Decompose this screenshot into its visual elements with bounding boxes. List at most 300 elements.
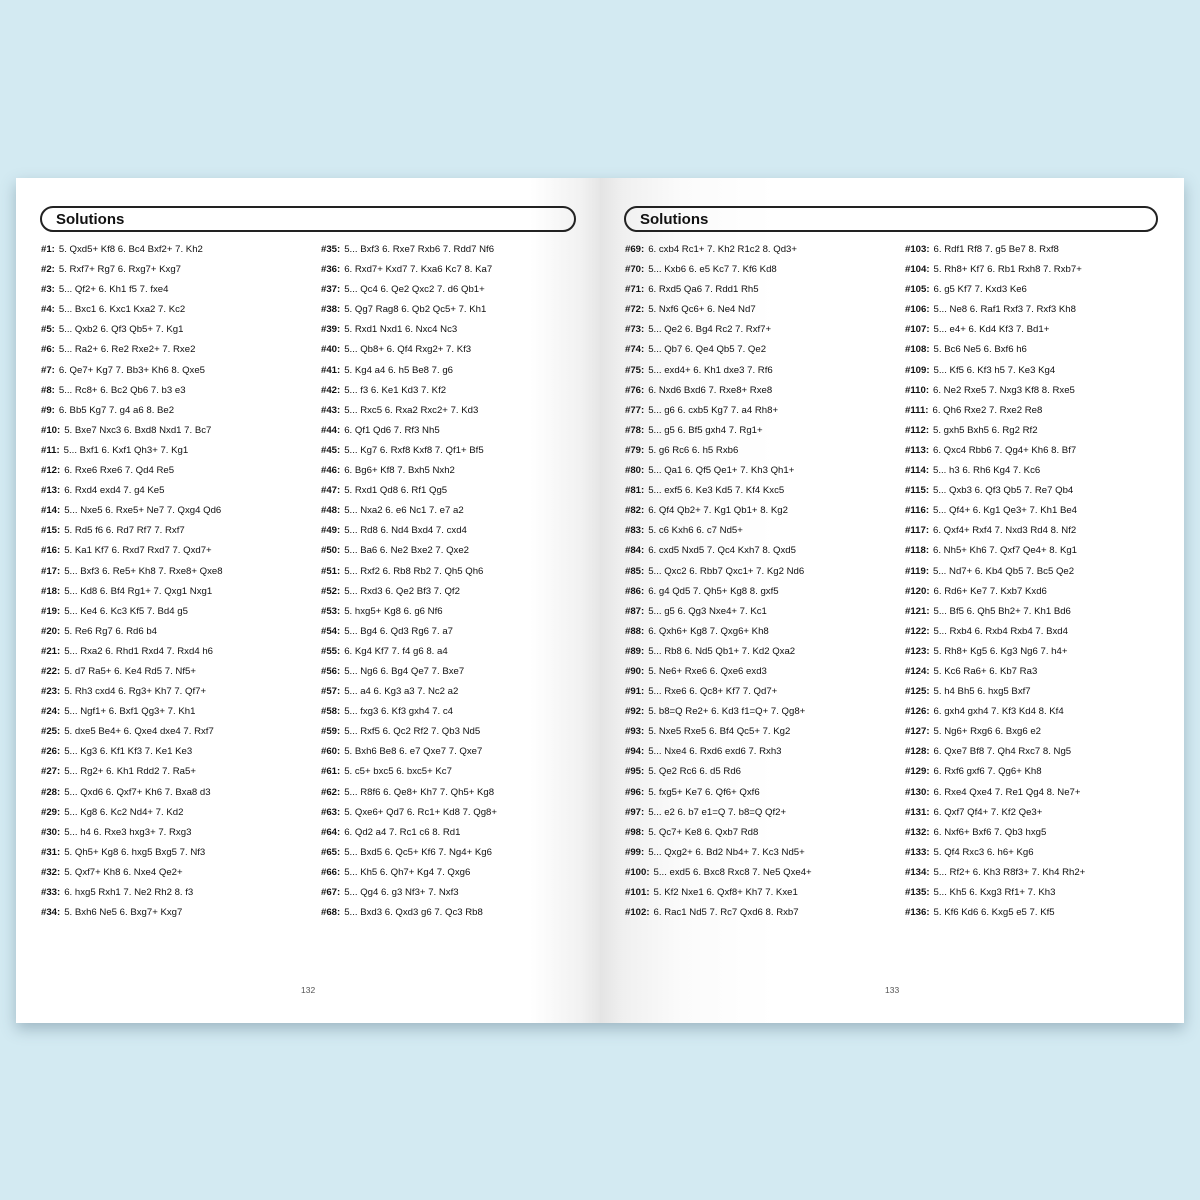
solution-moves: 5. Kg4 a4 6. h5 Be8 7. g6 [344, 364, 454, 376]
solution-row [41, 843, 223, 863]
solution-number: #32: [41, 866, 61, 878]
solution-number: #35: [321, 244, 341, 255]
solution-row [41, 582, 223, 602]
solution-number: #85: [625, 565, 645, 577]
solution-row [905, 521, 1085, 541]
solution-row [41, 722, 223, 742]
solution-number: #82: [625, 505, 645, 517]
solution-moves: 6. Rac1 Nd5 7. Rc7 Qxd6 8. Rxb7 [653, 907, 799, 919]
solution-moves: 5... Qb7 6. Qe4 Qb5 7. Qe2 [648, 344, 767, 356]
solution-moves: 6. Rxd7+ Kxd7 7. Kxa6 Kc7 8. Ka7 [344, 264, 493, 276]
solution-number: #18: [41, 585, 61, 597]
solution-moves: 5. hxg5+ Kg8 6. g6 Nf6 [344, 605, 443, 617]
solution-row [905, 682, 1085, 702]
solution-row [625, 843, 812, 863]
solution-moves: 5... exf5 6. Ke3 Kd5 7. Kf4 Kxc5 [648, 485, 785, 497]
solution-number: #75: [625, 364, 645, 376]
solution-moves: 5... Rxc5 6. Rxa2 Rxc2+ 7. Kd3 [344, 404, 479, 416]
solution-number: #99: [625, 846, 645, 858]
solution-moves: 6. Qxf7 Qf4+ 7. Kf2 Qe3+ [933, 806, 1043, 818]
solution-number: #93: [625, 726, 645, 738]
solution-row [905, 562, 1085, 582]
solution-moves: 5. c6 Kxh6 6. c7 Nd5+ [648, 525, 743, 537]
solution-number: #23: [41, 686, 61, 698]
solution-moves: 5... Rd8 6. Nd4 Bxd4 7. cxd4 [344, 525, 467, 537]
solution-number: #133: [905, 846, 930, 858]
solution-moves: 5. Bxh6 Be8 6. e7 Qxe7 7. Qxe7 [344, 746, 483, 758]
solution-number: #89: [625, 645, 645, 657]
solution-row [41, 300, 223, 320]
solution-row [905, 340, 1085, 360]
solution-number: #60: [321, 746, 341, 758]
solution-number: #135: [905, 887, 930, 898]
solution-moves: 6. Rxd4 exd4 7. g4 Ke5 [64, 485, 165, 497]
solution-row [625, 320, 812, 340]
solution-row [625, 702, 812, 722]
solution-number: #42: [321, 384, 341, 396]
solution-moves: 5... a4 6. Kg3 a3 7. Nc2 a2 [344, 686, 459, 698]
solution-moves: 5. b8=Q Re2+ 6. Kd3 f1=Q+ 7. Qg8+ [648, 706, 806, 718]
solutions-column-4 [905, 240, 1085, 923]
solution-number: #65: [321, 846, 341, 858]
solution-row [905, 421, 1085, 441]
solution-moves: 6. Ne2 Rxe5 7. Nxg3 Kf8 8. Rxe5 [933, 384, 1075, 396]
solution-moves: 5... Kxb6 6. e5 Kc7 7. Kf6 Kd8 [648, 264, 777, 276]
solution-row [625, 461, 812, 481]
solution-number: #129: [905, 766, 930, 778]
solution-row [625, 521, 812, 541]
solution-number: #128: [905, 746, 930, 758]
solution-row [41, 742, 223, 762]
section-header [624, 206, 1158, 232]
solution-moves: 5. Nxe5 Rxe5 6. Bf4 Qc5+ 7. Kg2 [648, 726, 791, 738]
solution-number: #96: [625, 786, 645, 798]
solution-moves: 5. c5+ bxc5 6. bxc5+ Kc7 [344, 766, 452, 778]
solution-number: #104: [905, 264, 930, 276]
solution-number: #73: [625, 324, 645, 336]
solution-number: #1: [41, 244, 55, 255]
solution-moves: 5... Rxa2 6. Rhd1 Rxd4 7. Rxd4 h6 [64, 645, 213, 657]
solution-moves: 5... Rg2+ 6. Kh1 Rdd2 7. Ra5+ [64, 766, 196, 778]
solution-moves: 5... Ng6 6. Bg4 Qe7 7. Bxe7 [344, 665, 465, 677]
solution-row [625, 662, 812, 682]
solution-row [625, 682, 812, 702]
solution-number: #118: [905, 545, 930, 557]
solution-row [625, 803, 812, 823]
solution-number: #9: [41, 404, 55, 416]
solution-number: #20: [41, 625, 61, 637]
solution-moves: 5... f3 6. Ke1 Kd3 7. Kf2 [344, 384, 447, 396]
solution-number: #70: [625, 264, 645, 276]
solution-number: #26: [41, 746, 61, 758]
solution-moves: 6. Rxd5 Qa6 7. Rdd1 Rh5 [648, 284, 759, 296]
solution-moves: 5. Rxf7+ Rg7 6. Rxg7+ Kxg7 [58, 264, 181, 276]
solution-moves: 5... Bxf3 6. Re5+ Kh8 7. Rxe8+ Qxe8 [64, 565, 223, 577]
solution-row [41, 280, 223, 300]
solution-number: #132: [905, 826, 930, 838]
solution-row [625, 642, 812, 662]
solution-row [41, 381, 223, 401]
solution-moves: 5... Ba6 6. Ne2 Bxe2 7. Qxe2 [344, 545, 469, 557]
solution-number: #97: [625, 806, 645, 818]
solution-row [41, 401, 223, 421]
solution-row [905, 260, 1085, 280]
solution-moves: 5. Rxd1 Nxd1 6. Nxc4 Nc3 [344, 324, 458, 336]
solution-moves: 5... Qe2 6. Bg4 Rc2 7. Rxf7+ [648, 324, 772, 336]
solution-moves: 6. Qxf4+ Rxf4 7. Nxd3 Rd4 8. Nf2 [933, 525, 1077, 537]
solution-row [321, 803, 497, 823]
solution-moves: 5... R8f6 6. Qe8+ Kh7 7. Qh5+ Kg8 [344, 786, 495, 798]
solution-number: #119: [905, 565, 930, 577]
solution-row [41, 602, 223, 622]
solution-row [905, 461, 1085, 481]
solution-row [625, 501, 812, 521]
solution-moves: 5. Qxd5+ Kf8 6. Bc4 Bxf2+ 7. Kh2 [58, 244, 203, 255]
book-spread [16, 178, 1184, 1023]
solution-number: #125: [905, 686, 930, 698]
solution-moves: 6. Rxe4 Qxe4 7. Re1 Qg4 8. Ne7+ [933, 786, 1081, 798]
solution-number: #19: [41, 605, 61, 617]
solution-row [321, 340, 497, 360]
solution-number: #13: [41, 485, 61, 497]
solution-row [625, 863, 812, 883]
solution-row [905, 361, 1085, 381]
solution-row [905, 903, 1085, 923]
solution-number: #76: [625, 384, 645, 396]
solution-row [41, 642, 223, 662]
solution-row [625, 340, 812, 360]
solution-row [905, 441, 1085, 461]
solution-row [41, 823, 223, 843]
solution-moves: 5... Qg4 6. g3 Nf3+ 7. Nxf3 [344, 887, 459, 898]
solution-row [905, 642, 1085, 662]
solution-number: #103: [905, 244, 930, 255]
solution-number: #106: [905, 304, 930, 316]
solution-row [41, 361, 223, 381]
solution-number: #74: [625, 344, 645, 356]
solution-moves: 6. Qf1 Qd6 7. Rf3 Nh5 [344, 424, 440, 436]
solution-number: #3: [41, 284, 55, 296]
solution-moves: 6. g4 Qd5 7. Qh5+ Kg8 8. gxf5 [648, 585, 779, 597]
solution-row [905, 541, 1085, 561]
solution-row [321, 843, 497, 863]
solution-row [625, 783, 812, 803]
solution-row [321, 461, 497, 481]
solution-row [905, 722, 1085, 742]
solution-number: #37: [321, 284, 341, 296]
solution-row [905, 320, 1085, 340]
solution-moves: 6. g5 Kf7 7. Kxd3 Ke6 [933, 284, 1027, 296]
solution-row [321, 361, 497, 381]
solution-number: #86: [625, 585, 645, 597]
solution-row [625, 883, 812, 903]
solution-moves: 5... Kg7 6. Rxf8 Kxf8 7. Qf1+ Bf5 [344, 444, 484, 456]
solution-row [905, 622, 1085, 642]
solution-number: #4: [41, 304, 55, 316]
solution-number: #21: [41, 645, 61, 657]
solution-row [625, 903, 812, 923]
solution-row [41, 783, 223, 803]
solution-row [41, 541, 223, 561]
solution-row [321, 823, 497, 843]
solution-moves: 5... exd5 6. Bxc8 Rxc8 7. Ne5 Qxe4+ [653, 866, 812, 878]
solution-moves: 5... h3 6. Rh6 Kg4 7. Kc6 [933, 465, 1041, 477]
solution-row [321, 662, 497, 682]
solution-number: #130: [905, 786, 930, 798]
solution-moves: 5. Rxd1 Qd8 6. Rf1 Qg5 [344, 485, 448, 497]
solution-moves: 5... Ngf1+ 6. Bxf1 Qg3+ 7. Kh1 [64, 706, 196, 718]
solution-number: #69: [625, 244, 645, 255]
solution-moves: 6. Qh6 Rxe2 7. Rxe2 Re8 [932, 404, 1043, 416]
solution-row [41, 863, 223, 883]
solution-moves: 5. Qg7 Rag8 6. Qb2 Qc5+ 7. Kh1 [344, 304, 487, 316]
solution-moves: 6. Rdf1 Rf8 7. g5 Be7 8. Rxf8 [933, 244, 1059, 255]
solution-row [625, 401, 812, 421]
solution-row [625, 823, 812, 843]
solution-moves: 5. Rh8+ Kf7 6. Rb1 Rxh8 7. Rxb7+ [933, 264, 1082, 276]
solution-moves: 5... Qxb2 6. Qf3 Qb5+ 7. Kg1 [58, 324, 184, 336]
solution-number: #122: [905, 625, 930, 637]
solution-number: #81: [625, 485, 645, 497]
solution-row [905, 280, 1085, 300]
solution-moves: 5... Bxf1 6. Kxf1 Qh3+ 7. Kg1 [63, 444, 189, 456]
solution-number: #45: [321, 444, 341, 456]
solution-number: #123: [905, 645, 930, 657]
solution-row [321, 622, 497, 642]
solution-moves: 5... Nxe4 6. Rxd6 exd6 7. Rxh3 [648, 746, 782, 758]
solution-number: #40: [321, 344, 341, 356]
solution-moves: 5... g5 6. Bf5 gxh4 7. Rg1+ [648, 424, 763, 436]
solution-number: #136: [905, 907, 930, 919]
solution-number: #6: [41, 344, 55, 356]
solution-number: #10: [41, 424, 61, 436]
solution-row [321, 441, 497, 461]
solution-moves: 5... Nd7+ 6. Kb4 Qb5 7. Bc5 Qe2 [933, 565, 1075, 577]
section-title: Solutions [56, 211, 125, 228]
solution-moves: 6. Qxe7 Bf8 7. Qh4 Rxc7 8. Ng5 [933, 746, 1072, 758]
solution-moves: 5... Ke4 6. Kc3 Kf5 7. Bd4 g5 [64, 605, 188, 617]
solution-number: #59: [321, 726, 341, 738]
solution-number: #83: [625, 525, 645, 537]
solution-moves: 6. hxg5 Rxh1 7. Ne2 Rh2 8. f3 [64, 887, 194, 898]
solution-number: #27: [41, 766, 61, 778]
solution-number: #121: [905, 605, 930, 617]
solution-row [41, 441, 223, 461]
solution-moves: 5... h4 6. Rxe3 hxg3+ 7. Rxg3 [64, 826, 192, 838]
solution-number: #115: [905, 485, 930, 497]
solution-number: #5: [41, 324, 55, 336]
solution-number: #44: [321, 424, 341, 436]
solution-row [321, 300, 497, 320]
solution-number: #124: [905, 665, 930, 677]
solution-moves: 6. Nxd6 Bxd6 7. Rxe8+ Rxe8 [648, 384, 773, 396]
solution-row [41, 803, 223, 823]
solution-row [625, 602, 812, 622]
solution-number: #116: [905, 505, 930, 517]
solution-number: #95: [625, 766, 645, 778]
solution-moves: 5... Qxb3 6. Qf3 Qb5 7. Re7 Qb4 [933, 485, 1074, 497]
solution-moves: 5... Ra2+ 6. Re2 Rxe2+ 7. Rxe2 [58, 344, 196, 356]
solution-moves: 5... Qxd6 6. Qxf7+ Kh6 7. Bxa8 d3 [64, 786, 211, 798]
solution-moves: 5... g6 6. cxb5 Kg7 7. a4 Rh8+ [648, 404, 779, 416]
solution-number: #91: [625, 686, 645, 698]
solution-row [41, 883, 223, 903]
solution-row [321, 682, 497, 702]
right-page [600, 178, 1184, 1023]
solution-number: #36: [321, 264, 341, 276]
solution-moves: 5. d7 Ra5+ 6. Ke4 Rd5 7. Nf5+ [64, 665, 196, 677]
solution-row [905, 742, 1085, 762]
solution-number: #15: [41, 525, 61, 537]
solution-row [321, 762, 497, 782]
solution-moves: 5. Bxh6 Ne5 6. Bxg7+ Kxg7 [64, 907, 183, 919]
solution-number: #112: [905, 424, 930, 436]
solution-number: #39: [321, 324, 341, 336]
solution-moves: 5... Qf4+ 6. Kg1 Qe3+ 7. Kh1 Be4 [933, 505, 1078, 517]
solution-number: #109: [905, 364, 930, 376]
solution-moves: 5... Kg3 6. Kf1 Kf3 7. Ke1 Ke3 [64, 746, 193, 758]
solution-number: #90: [625, 665, 645, 677]
solution-moves: 5. dxe5 Be4+ 6. Qxe4 dxe4 7. Rxf7 [64, 726, 214, 738]
solution-moves: 5... Rc8+ 6. Bc2 Qb6 7. b3 e3 [58, 384, 186, 396]
solution-moves: 5... Nxe5 6. Rxe5+ Ne7 7. Qxg4 Qd6 [64, 505, 222, 517]
solution-number: #22: [41, 665, 61, 677]
solution-row [41, 320, 223, 340]
solution-number: #126: [905, 706, 930, 718]
solution-number: #94: [625, 746, 645, 758]
solution-row [41, 562, 223, 582]
solution-row [41, 240, 223, 260]
solution-moves: 5. Kf6 Kd6 6. Kxg5 e5 7. Kf5 [933, 907, 1055, 919]
solution-number: #107: [905, 324, 930, 336]
solution-row [905, 762, 1085, 782]
solution-number: #34: [41, 907, 61, 919]
solution-moves: 5... Bxd5 6. Qc5+ Kf6 7. Ng4+ Kg6 [344, 846, 492, 858]
solution-row [905, 803, 1085, 823]
solution-number: #78: [625, 424, 645, 436]
solution-row [321, 481, 497, 501]
left-page [16, 178, 600, 1023]
solution-row [321, 521, 497, 541]
solution-number: #80: [625, 465, 645, 477]
solution-moves: 5... Rxf2 6. Rb8 Rb2 7. Qh5 Qh6 [344, 565, 484, 577]
solution-number: #25: [41, 726, 61, 738]
solution-moves: 6. Nh5+ Kh6 7. Qxf7 Qe4+ 8. Kg1 [933, 545, 1078, 557]
solution-number: #28: [41, 786, 61, 798]
solution-number: #53: [321, 605, 341, 617]
solution-number: #117: [905, 525, 930, 537]
solution-number: #47: [321, 485, 341, 497]
solution-moves: 5. Qxf7+ Kh8 6. Nxe4 Qe2+ [64, 866, 183, 878]
solutions-column-3 [625, 240, 812, 923]
solution-moves: 5. Qh5+ Kg8 6. hxg5 Bxg5 7. Nf3 [64, 846, 206, 858]
solution-number: #101: [625, 887, 650, 898]
solution-row [41, 481, 223, 501]
solution-moves: 5... Rxe6 6. Qc8+ Kf7 7. Qd7+ [648, 686, 778, 698]
solution-moves: 6. Nxf6+ Bxf6 7. Qb3 hxg5 [933, 826, 1047, 838]
solution-row [625, 582, 812, 602]
solution-number: #29: [41, 806, 61, 818]
solution-row [905, 481, 1085, 501]
solution-moves: 5... Qf2+ 6. Kh1 f5 7. fxe4 [58, 284, 169, 296]
solution-row [41, 461, 223, 481]
solution-moves: 5. Rd5 f6 6. Rd7 Rf7 7. Rxf7 [64, 525, 185, 537]
solution-row [321, 722, 497, 742]
solution-number: #127: [905, 726, 930, 738]
solution-number: #49: [321, 525, 341, 537]
solution-moves: 5. Qe2 Rc6 6. d5 Rd6 [648, 766, 741, 778]
solution-row [905, 702, 1085, 722]
solution-moves: 6. cxb4 Rc1+ 7. Kh2 R1c2 8. Qd3+ [648, 244, 797, 255]
solution-row [41, 762, 223, 782]
solution-moves: 6. Qe7+ Kg7 7. Bb3+ Kh6 8. Qxe5 [58, 364, 206, 376]
solution-row [41, 622, 223, 642]
solution-moves: 5... g5 6. Qg3 Nxe4+ 7. Kc1 [648, 605, 767, 617]
solution-row [905, 501, 1085, 521]
solution-moves: 5. gxh5 Bxh5 6. Rg2 Rf2 [933, 424, 1038, 436]
solution-row [625, 361, 812, 381]
solution-moves: 5... e2 6. b7 e1=Q 7. b8=Q Qf2+ [648, 806, 787, 818]
solution-number: #68: [321, 907, 341, 919]
solution-row [41, 421, 223, 441]
solution-moves: 5... e4+ 6. Kd4 Kf3 7. Bd1+ [933, 324, 1050, 336]
solution-number: #134: [905, 866, 930, 878]
solution-number: #120: [905, 585, 930, 597]
solution-row [625, 421, 812, 441]
solution-row [905, 602, 1085, 622]
solution-number: #79: [625, 444, 645, 456]
solution-moves: 6. Rxe6 Rxe6 7. Qd4 Re5 [64, 465, 175, 477]
solution-number: #62: [321, 786, 341, 798]
solution-row [321, 541, 497, 561]
solution-moves: 5. h4 Bh5 6. hxg5 Bxf7 [933, 686, 1031, 698]
solution-number: #63: [321, 806, 341, 818]
solution-row [905, 823, 1085, 843]
solution-number: #11: [41, 444, 60, 456]
solution-number: #102: [625, 907, 650, 919]
solution-moves: 6. Qf4 Qb2+ 7. Kg1 Qb1+ 8. Kg2 [648, 505, 788, 517]
solution-number: #84: [625, 545, 645, 557]
solution-number: #72: [625, 304, 645, 316]
solution-number: #33: [41, 887, 61, 898]
solution-number: #113: [905, 444, 930, 456]
solution-moves: 5. Ka1 Kf7 6. Rxd7 Rxd7 7. Qxd7+ [64, 545, 212, 557]
solution-row [321, 582, 497, 602]
solution-moves: 5... fxg3 6. Kf3 gxh4 7. c4 [344, 706, 453, 718]
solution-row [321, 401, 497, 421]
solution-moves: 5... Rf2+ 6. Kh3 R8f3+ 7. Kh4 Rh2+ [933, 866, 1086, 878]
solution-moves: 6. Qxh6+ Kg8 7. Qxg6+ Kh8 [648, 625, 769, 637]
solution-number: #57: [321, 686, 341, 698]
solution-row [41, 521, 223, 541]
solution-number: #105: [905, 284, 930, 296]
solution-row [321, 602, 497, 622]
solution-number: #52: [321, 585, 341, 597]
solution-moves: 6. Rxf6 gxf6 7. Qg6+ Kh8 [933, 766, 1042, 778]
solution-moves: 5... exd4+ 6. Kh1 dxe3 7. Rf6 [648, 364, 773, 376]
solution-moves: 5. Ng6+ Rxg6 6. Bxg6 e2 [933, 726, 1042, 738]
solution-row [905, 662, 1085, 682]
solution-row [905, 401, 1085, 421]
solution-moves: 5. Qf4 Rxc3 6. h6+ Kg6 [933, 846, 1034, 858]
solution-moves: 5... Rxf5 6. Qc2 Rf2 7. Qb3 Nd5 [344, 726, 481, 738]
solution-number: #114: [905, 465, 930, 477]
solution-moves: 6. Qxc4 Rbb6 7. Qg4+ Kh6 8. Bf7 [933, 444, 1077, 456]
solution-row [41, 501, 223, 521]
solutions-column-2 [321, 240, 497, 923]
solution-moves: 5... Kf5 6. Kf3 h5 7. Ke3 Kg4 [933, 364, 1056, 376]
solution-row [321, 501, 497, 521]
